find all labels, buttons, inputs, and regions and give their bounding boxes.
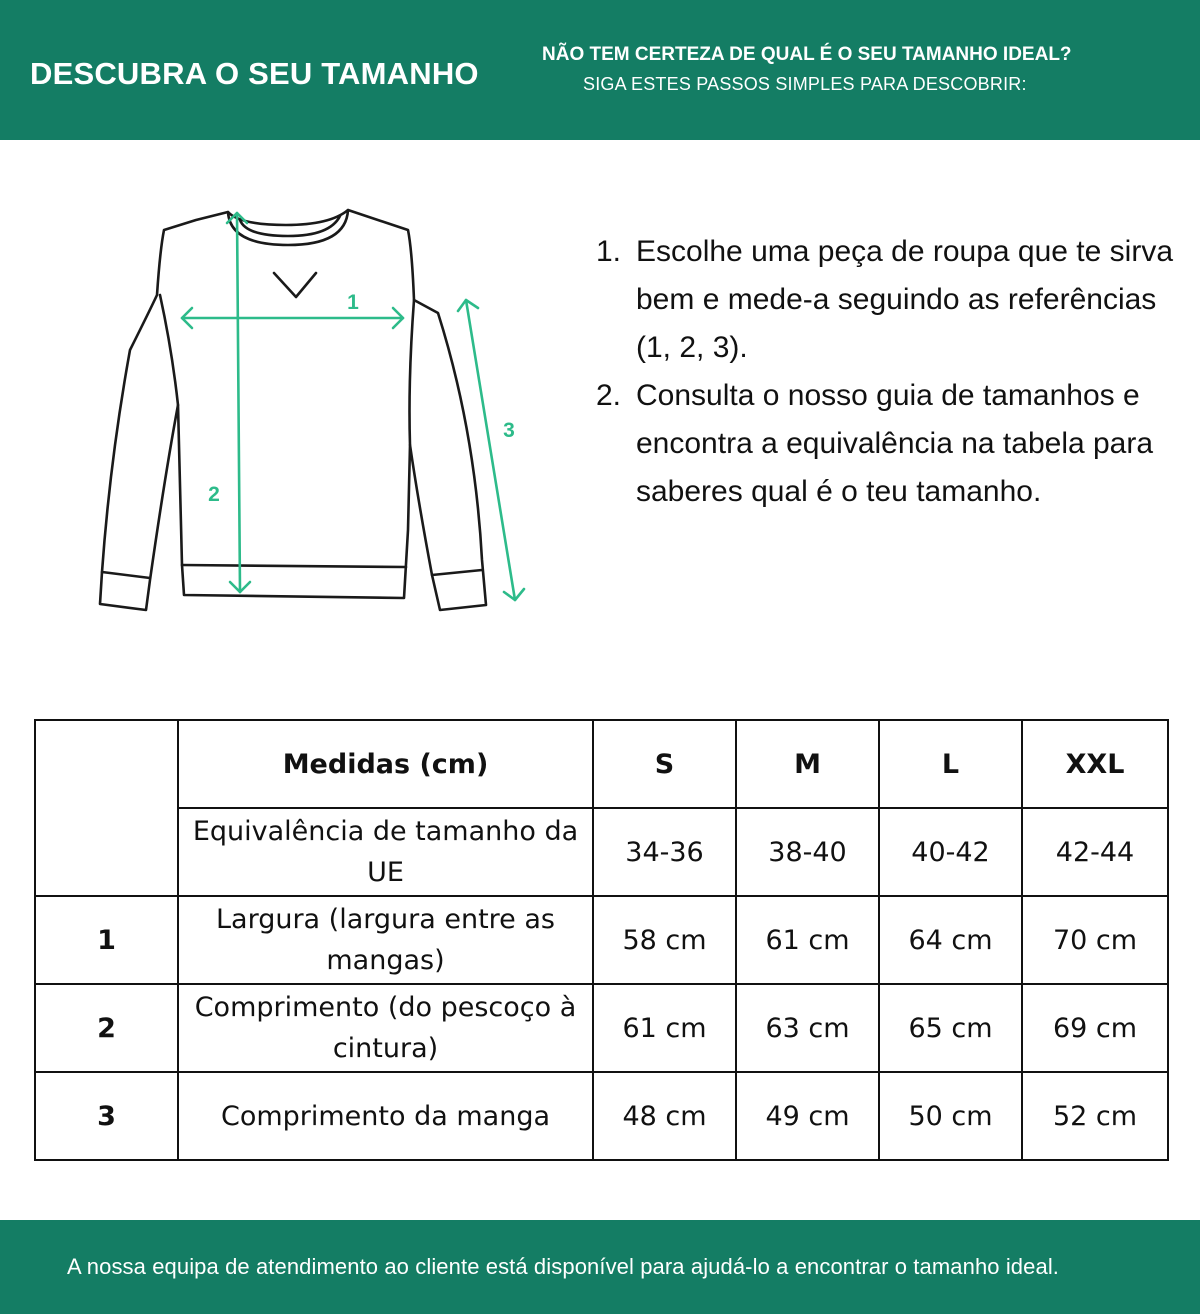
sleeve-label: 3 — [503, 419, 515, 442]
step-text: Escolhe uma peça de roupa que te sirva bem e mede-a seguindo as referências (1, 2, 3). — [636, 235, 1173, 364]
row-label: Comprimento (do pescoço à cintura) — [178, 984, 593, 1072]
length-label: 2 — [208, 483, 220, 506]
instructions-list — [596, 228, 1176, 516]
row-index: 3 — [35, 1072, 178, 1160]
row-index: 1 — [35, 896, 178, 984]
column-header-measures: Medidas (cm) — [178, 720, 593, 808]
step-number: 2. — [596, 379, 622, 412]
column-header-size: S — [593, 720, 736, 808]
row-label: Equivalência de tamanho da UE — [178, 808, 593, 896]
table-cell: 70 cm — [1022, 896, 1168, 984]
table-cell: 48 cm — [593, 1072, 736, 1160]
table-row — [35, 984, 1168, 1072]
header-subtitle: SIGA ESTES PASSOS SIMPLES PARA DESCOBRIR: — [583, 74, 1027, 94]
table-cell: 64 cm — [879, 896, 1022, 984]
column-header-size: XXL — [1022, 720, 1168, 808]
header-banner — [0, 0, 1200, 140]
column-header-size: L — [879, 720, 1022, 808]
step-text: Consulta o nosso guia de tamanhos e encontra a equivalência na tabela para saberes qual é o teu tamanho. — [636, 379, 1154, 508]
header-question: NÃO TEM CERTEZA DE QUAL É O SEU TAMANHO IDEAL? — [542, 44, 1072, 65]
empty-corner-cell — [35, 720, 178, 896]
width-label: 1 — [347, 291, 359, 314]
table-cell: 65 cm — [879, 984, 1022, 1072]
row-index: 2 — [35, 984, 178, 1072]
row-label: Comprimento da manga — [178, 1072, 593, 1160]
table-cell: 61 cm — [736, 896, 879, 984]
table-cell: 38-40 — [736, 808, 879, 896]
table-cell: 40-42 — [879, 808, 1022, 896]
sweatshirt-body-outline — [100, 210, 486, 610]
table-cell: 50 cm — [879, 1072, 1022, 1160]
sweatshirt-illustration — [90, 200, 550, 620]
table-row — [35, 808, 1168, 896]
page-title: DESCUBRA O SEU TAMANHO — [30, 56, 479, 91]
table-cell: 61 cm — [593, 984, 736, 1072]
instruction-step — [596, 228, 1176, 372]
table-cell: 52 cm — [1022, 1072, 1168, 1160]
column-header-size: M — [736, 720, 879, 808]
footer-support-text: A nossa equipa de atendimento ao cliente está disponível para ajudá-lo a encontrar o tamanho ideal. — [67, 1254, 1060, 1279]
table-cell: 49 cm — [736, 1072, 879, 1160]
table-row — [35, 896, 1168, 984]
step-number: 1. — [596, 235, 622, 268]
size-chart-table — [34, 719, 1169, 1161]
table-cell: 58 cm — [593, 896, 736, 984]
footer-banner — [0, 1220, 1200, 1314]
table-header-row — [35, 720, 1168, 808]
instruction-step — [596, 372, 1176, 516]
table-cell: 69 cm — [1022, 984, 1168, 1072]
table-row — [35, 1072, 1168, 1160]
row-label: Largura (largura entre as mangas) — [178, 896, 593, 984]
table-cell: 63 cm — [736, 984, 879, 1072]
table-cell: 42-44 — [1022, 808, 1168, 896]
table-cell: 34-36 — [593, 808, 736, 896]
